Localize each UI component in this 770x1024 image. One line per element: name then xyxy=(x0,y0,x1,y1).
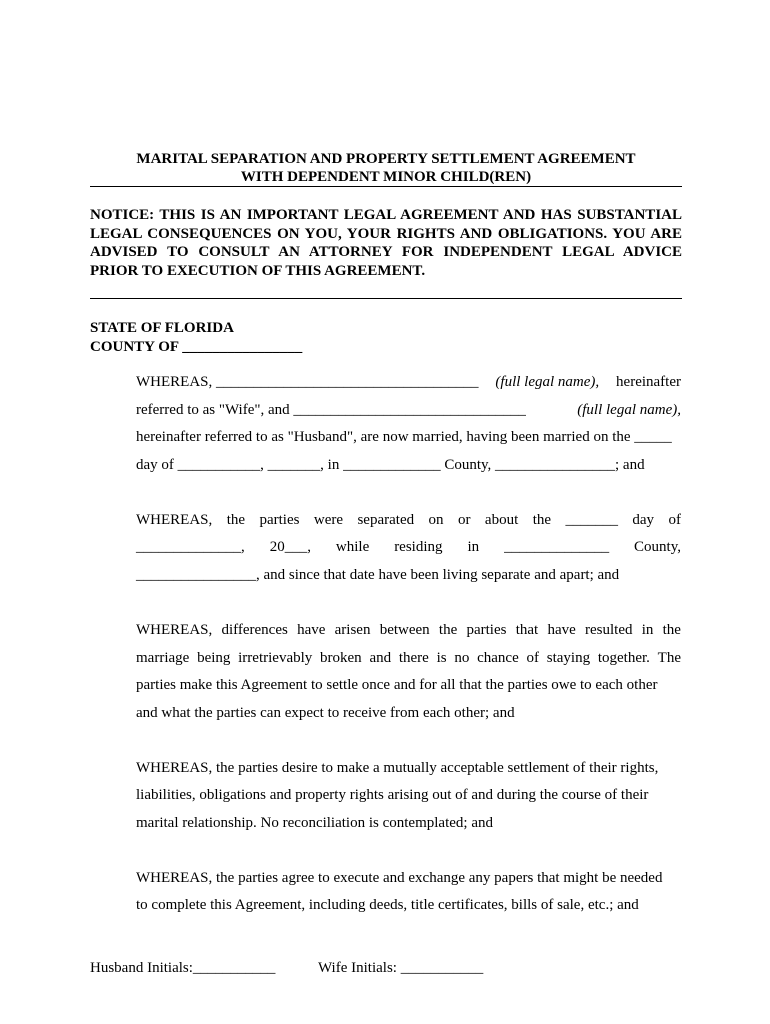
husband-name-blank: referred to as "Wife", and _______________________________ xyxy=(136,402,526,418)
separation-line2-word: in xyxy=(467,539,480,555)
differences-line4: and what the parties can expect to receive from each other; and xyxy=(136,705,515,721)
differences-line2-word: being xyxy=(197,650,231,666)
husband-initials-field[interactable]: Husband Initials:___________ xyxy=(90,960,276,976)
whereas-names-line2 xyxy=(136,401,681,419)
differences-line2-word: there xyxy=(398,650,429,666)
differences-line1-word: that xyxy=(515,622,539,638)
differences-line1-word: parties xyxy=(466,622,507,638)
separation-line1-word: or xyxy=(457,512,471,528)
differences-line1-word: in xyxy=(641,622,654,638)
separation-line2 xyxy=(136,538,681,556)
separation-line1-word: WHEREAS, xyxy=(136,512,213,528)
full-legal-name-label: (full legal name), xyxy=(495,374,600,390)
differences-line1-word: the xyxy=(438,622,458,638)
separation-line1-word: parties xyxy=(259,512,300,528)
papers-line1: WHEREAS, the parties agree to execute and exchange any papers that might be needed xyxy=(136,870,663,886)
differences-line1-word: have xyxy=(297,622,326,638)
differences-line2-word: irretrievably xyxy=(238,650,313,666)
differences-line2-word: The xyxy=(657,650,681,666)
differences-line3: parties make this Agreement to settle once and for all that the parties owe to each other xyxy=(136,677,658,693)
differences-line2-word: is xyxy=(436,650,447,666)
differences-line2-word: chance xyxy=(477,650,519,666)
legal-notice: NOTICE: THIS IS AN IMPORTANT LEGAL AGREEMENT AND HAS SUBSTANTIAL LEGAL CONSEQUENCES ON YOU, YOUR RIGHTS AND OBLIGATIONS. YOU ARE ADVISED TO CONSULT AN ATTORNEY FOR INDEPENDENT LEGAL ADVICE PRIOR TO EXECUTION OF THIS AGREEMENT. xyxy=(90,207,682,279)
separation-line2-word: ______________, xyxy=(136,539,245,555)
differences-line2-word: broken xyxy=(320,650,362,666)
settlement-line3: marital relationship. No reconciliation is contemplated; and xyxy=(136,815,493,831)
separation-line1-word: of xyxy=(668,512,681,528)
settlement-line2: liabilities, obligations and property rights arising out of and during the course of their xyxy=(136,787,649,803)
differences-line1-word: the xyxy=(662,622,681,638)
separation-line2-word: while xyxy=(335,539,370,555)
separation-line1-word: were xyxy=(313,512,344,528)
settlement-line1: WHEREAS, the parties desire to make a mutually acceptable settlement of their rights, xyxy=(136,760,659,776)
separation-line1-word: the xyxy=(532,512,552,528)
county-heading: COUNTY OF ________________ xyxy=(90,339,303,355)
separation-line1-word: on xyxy=(428,512,444,528)
title-underline xyxy=(90,186,682,187)
separation-line1-word: the xyxy=(226,512,246,528)
differences-line1-word: have xyxy=(547,622,576,638)
differences-line1-word: between xyxy=(379,622,430,638)
separation-line2-word: County, xyxy=(634,539,681,555)
differences-line1-word: arisen xyxy=(334,622,371,638)
differences-line2-word: and xyxy=(369,650,392,666)
document-title-line2: WITH DEPENDENT MINOR CHILD(REN) xyxy=(240,169,532,185)
whereas-names-line4: day of ___________, _______, in _____________ County, ________________; and xyxy=(136,457,645,473)
state-heading: STATE OF FLORIDA xyxy=(90,320,234,336)
differences-line1 xyxy=(136,621,681,639)
separation-line1-word: _______ xyxy=(565,512,618,528)
differences-line1-word: WHEREAS, xyxy=(136,622,213,638)
hereinafter-word: hereinafter xyxy=(616,374,681,390)
papers-line2: to complete this Agreement, including deeds, title certificates, bills of sale, etc.; and xyxy=(136,897,639,913)
document-title-line1: MARITAL SEPARATION AND PROPERTY SETTLEMENT AGREEMENT xyxy=(136,151,636,167)
separation-line1 xyxy=(136,511,681,529)
separation-line2-word: ______________ xyxy=(504,539,610,555)
differences-line2 xyxy=(136,649,681,667)
differences-line1-word: resulted xyxy=(585,622,633,638)
separation-line3: ________________, and since that date have been living separate and apart; and xyxy=(136,567,620,583)
differences-line1-word: differences xyxy=(221,622,288,638)
notice-divider xyxy=(90,298,682,299)
separation-line1-word: about xyxy=(484,512,519,528)
whereas-names-line1 xyxy=(136,373,681,391)
wife-name-blank: WHEREAS, ___________________________________ xyxy=(136,374,479,390)
differences-line2-word: staying xyxy=(546,650,591,666)
wife-initials-field[interactable]: Wife Initials: ___________ xyxy=(318,960,484,976)
differences-line2-word: marriage xyxy=(136,650,190,666)
separation-line2-word: residing xyxy=(394,539,443,555)
full-legal-name-label-2: (full legal name), xyxy=(577,402,681,418)
differences-line2-word: of xyxy=(526,650,539,666)
separation-line1-word: day xyxy=(632,512,655,528)
separation-line1-word: separated xyxy=(357,512,415,528)
whereas-names-line3: hereinafter referred to as "Husband", are now married, having been married on the _____ xyxy=(136,429,672,445)
differences-line2-word: together. xyxy=(597,650,650,666)
differences-line2-word: no xyxy=(454,650,470,666)
separation-line2-word: 20___, xyxy=(269,539,311,555)
